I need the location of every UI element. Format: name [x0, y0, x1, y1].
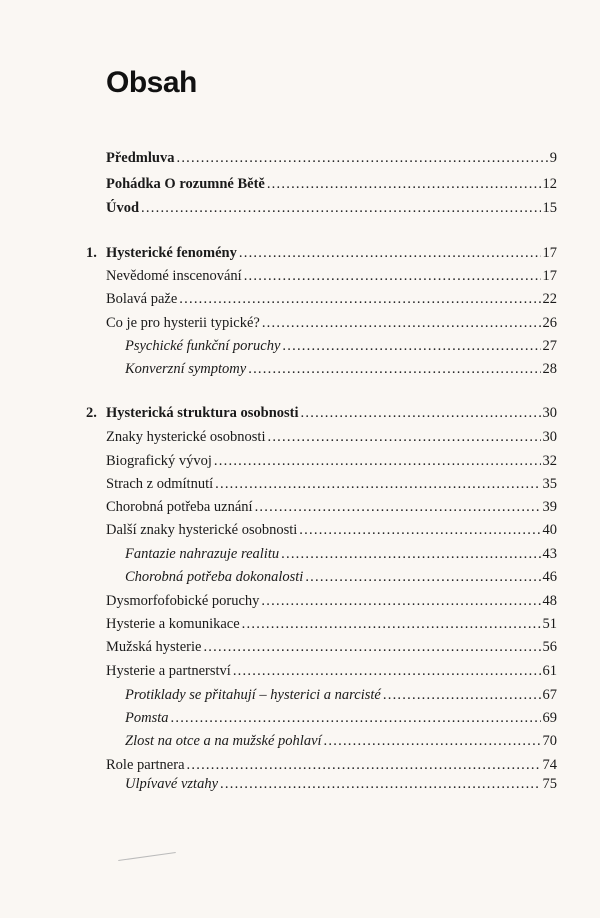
toc-entry	[0, 243, 600, 263]
page-number: 9	[549, 150, 557, 166]
dot-leader	[171, 708, 541, 728]
toc-entry-title: Konverzní symptomy	[125, 361, 247, 377]
toc-entry	[0, 544, 600, 564]
dot-leader	[324, 731, 541, 751]
toc-entry-title: Předmluva	[106, 150, 175, 166]
dot-leader	[220, 774, 540, 794]
dot-leader	[187, 755, 541, 775]
page-number: 43	[542, 546, 557, 562]
page-number: 17	[542, 245, 557, 261]
dot-leader	[301, 403, 541, 423]
toc-entry-title: Úvod	[106, 200, 140, 216]
dot-leader	[242, 614, 541, 634]
toc-entry-title: Hysterie a partnerství	[106, 663, 231, 679]
dot-leader	[281, 544, 540, 564]
page-number: 51	[542, 616, 557, 632]
dot-leader	[214, 451, 541, 471]
dot-leader	[179, 289, 540, 309]
toc-entry-title: Další znaky hysterické osobnosti	[106, 522, 298, 538]
toc-entry-title: Strach z odmítnutí	[106, 476, 214, 492]
toc-entry-title: Hysterické fenomény	[106, 245, 237, 261]
toc-entry	[0, 661, 600, 681]
toc-entry	[0, 497, 600, 517]
page-number: 15	[542, 200, 557, 216]
toc-entry	[0, 474, 600, 494]
page-number: 28	[542, 361, 557, 377]
dot-leader	[176, 148, 547, 168]
toc-entry-title: Protiklady se přitahují – hysterici a narcisté	[125, 687, 381, 703]
toc-entry	[0, 755, 600, 775]
toc-entry	[0, 567, 600, 587]
toc-entry-title: Co je pro hysterii typické?	[106, 315, 260, 331]
page-number: 26	[542, 315, 557, 331]
page-number: 22	[542, 291, 557, 307]
page-number: 75	[542, 776, 557, 792]
toc-entry-title: Mužská hysterie	[106, 639, 202, 655]
toc-entry-title: Zlost na otce a na mužské pohlaví	[125, 733, 322, 749]
page-number: 40	[542, 522, 557, 538]
toc-entry	[0, 174, 600, 194]
toc-entry-title: Bolavá paže	[106, 291, 178, 307]
toc-entry-title: Pomsta	[125, 710, 169, 726]
chapter-number: 1.	[86, 245, 97, 261]
toc-entry-title: Biografický vývoj	[106, 453, 212, 469]
page-number: 32	[542, 453, 557, 469]
toc-entry	[0, 614, 600, 634]
dot-leader	[262, 313, 541, 333]
toc-entry	[0, 359, 600, 379]
page-number: 35	[542, 476, 557, 492]
toc-entry-title: Ulpívavé vztahy	[125, 776, 219, 792]
dot-leader	[282, 336, 540, 356]
dot-leader	[244, 266, 541, 286]
dot-leader	[203, 637, 540, 657]
page-number: 61	[542, 663, 557, 679]
page-number: 69	[542, 710, 557, 726]
toc-entry	[0, 774, 600, 794]
toc-entry	[0, 289, 600, 309]
toc-entry-title: Nevědomé inscenování	[106, 268, 242, 284]
dot-leader	[248, 359, 540, 379]
toc-entry	[0, 685, 600, 705]
toc-entry	[0, 731, 600, 751]
page-number: 56	[542, 639, 557, 655]
toc-entry-title: Fantazie nahrazuje realitu	[125, 546, 280, 562]
toc-entry	[0, 198, 600, 218]
toc-entry	[0, 336, 600, 356]
page-number: 39	[542, 499, 557, 515]
dot-leader	[141, 198, 540, 218]
dot-leader	[267, 427, 540, 447]
toc-entry	[0, 266, 600, 286]
page-number: 74	[542, 757, 557, 773]
page-number: 27	[542, 338, 557, 354]
page-title: Obsah	[106, 66, 197, 99]
page-number: 46	[542, 569, 557, 585]
toc-entry	[0, 427, 600, 447]
toc-entry-title: Znaky hysterické osobnosti	[106, 429, 266, 445]
page-number: 17	[542, 268, 557, 284]
chapter-number: 2.	[86, 405, 97, 421]
toc-entry	[0, 148, 600, 168]
dot-leader	[267, 174, 541, 194]
page-number: 12	[542, 176, 557, 192]
toc-entry-title: Dysmorfofobické poruchy	[106, 593, 260, 609]
dot-leader	[239, 243, 541, 263]
toc-entry-title: Pohádka O rozumné Bětě	[106, 176, 265, 192]
toc-entry	[0, 313, 600, 333]
toc-entry-title: Hysterická struktura osobnosti	[106, 405, 299, 421]
toc-entry	[0, 451, 600, 471]
scan-mark	[118, 852, 176, 861]
toc-entry-title: Role partnera	[106, 757, 185, 773]
page-number: 70	[542, 733, 557, 749]
dot-leader	[383, 685, 541, 705]
dot-leader	[299, 520, 540, 540]
dot-leader	[261, 591, 540, 611]
toc-entry	[0, 520, 600, 540]
toc-entry	[0, 708, 600, 728]
page-number: 67	[542, 687, 557, 703]
toc-entry-title: Psychické funkční poruchy	[125, 338, 281, 354]
dot-leader	[255, 497, 541, 517]
toc-entry-title: Chorobná potřeba uznání	[106, 499, 253, 515]
page-number: 30	[542, 429, 557, 445]
dot-leader	[305, 567, 540, 587]
toc-entry	[0, 403, 600, 423]
toc-entry	[0, 637, 600, 657]
toc-entry-title: Hysterie a komunikace	[106, 616, 240, 632]
dot-leader	[215, 474, 540, 494]
page-number: 30	[542, 405, 557, 421]
toc-entry	[0, 591, 600, 611]
toc-entry-title: Chorobná potřeba dokonalosti	[125, 569, 304, 585]
page-number: 48	[542, 593, 557, 609]
dot-leader	[233, 661, 541, 681]
